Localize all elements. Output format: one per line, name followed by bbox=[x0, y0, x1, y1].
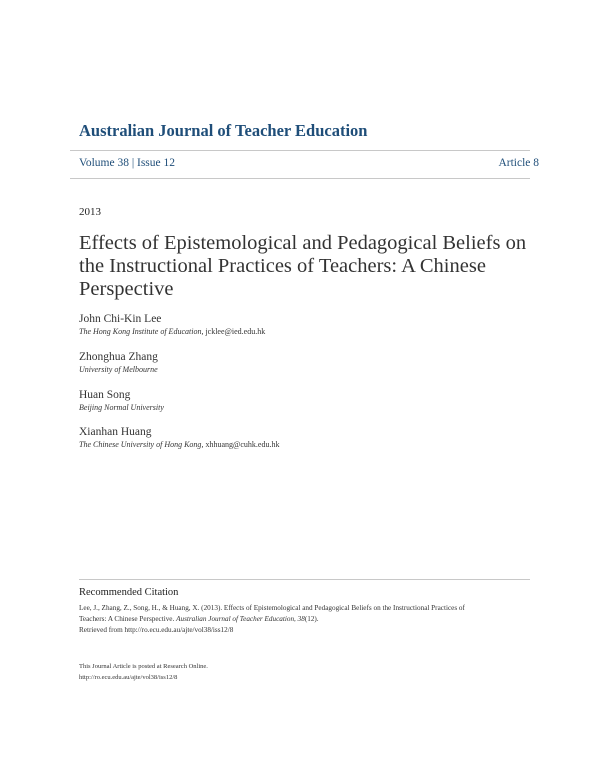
volume-issue-row bbox=[79, 157, 539, 169]
author-entry bbox=[79, 312, 265, 338]
author-entry bbox=[79, 350, 158, 376]
header-divider-top bbox=[70, 150, 530, 151]
citation-text bbox=[79, 603, 524, 636]
article-title: Effects of Epistemological and Pedagogical Beliefs on the Instructional Practices of Teachers: A Chinese Perspective bbox=[79, 232, 527, 300]
author-affiliation: The Chinese University of Hong Kong, xhhuang@cuhk.edu.hk bbox=[79, 440, 280, 449]
article-number-link[interactable]: Article 8 bbox=[498, 157, 539, 169]
author-affiliation: Beijing Normal University bbox=[79, 403, 164, 412]
author-email[interactable]: xhhuang@cuhk.edu.hk bbox=[205, 440, 280, 449]
author-name: Xianhan Huang bbox=[79, 426, 152, 438]
footer-note bbox=[79, 661, 208, 683]
citation-line: Lee, J., Zhang, Z., Song, H., & Huang, X. (2013). Effects of Epistemological and Pedagogical Beliefs on the Instructional Practices of bbox=[79, 604, 465, 612]
footer-url-link[interactable]: http://ro.ecu.edu.au/ajte/vol38/iss12/8 bbox=[79, 674, 178, 681]
author-name: Zhonghua Zhang bbox=[79, 351, 158, 363]
author-email[interactable]: jcklee@ied.edu.hk bbox=[205, 327, 266, 336]
author-name: John Chi-Kin Lee bbox=[79, 313, 162, 325]
affiliation-name: The Hong Kong Institute of Education bbox=[79, 327, 202, 336]
author-affiliation: The Hong Kong Institute of Education, jcklee@ied.edu.hk bbox=[79, 327, 266, 336]
citation-divider bbox=[79, 579, 530, 580]
citation-journal: Australian Journal of Teacher Education, 38 bbox=[176, 615, 305, 623]
citation-retrieved-link[interactable]: Retrieved from http://ro.ecu.edu.au/ajte/vol38/iss12/8 bbox=[79, 626, 234, 634]
footer-posted-text: This Journal Article is posted at Research Online. bbox=[79, 663, 208, 670]
author-entry bbox=[79, 388, 164, 414]
author-name: Huan Song bbox=[79, 389, 131, 401]
author-entry bbox=[79, 425, 279, 451]
citation-title-tail: Teachers: A Chinese Perspective. bbox=[79, 615, 177, 623]
journal-title[interactable]: Australian Journal of Teacher Education bbox=[79, 121, 368, 140]
header-divider-bottom bbox=[70, 178, 530, 179]
affiliation-name: The Chinese University of Hong Kong bbox=[79, 440, 202, 449]
recommended-citation-heading: Recommended Citation bbox=[79, 587, 179, 598]
volume-issue-link[interactable]: Volume 38 | Issue 12 bbox=[79, 157, 176, 169]
citation-line bbox=[79, 614, 524, 625]
publication-year: 2013 bbox=[79, 206, 101, 218]
citation-issue: (12). bbox=[304, 615, 319, 623]
author-affiliation: University of Melbourne bbox=[79, 365, 158, 374]
